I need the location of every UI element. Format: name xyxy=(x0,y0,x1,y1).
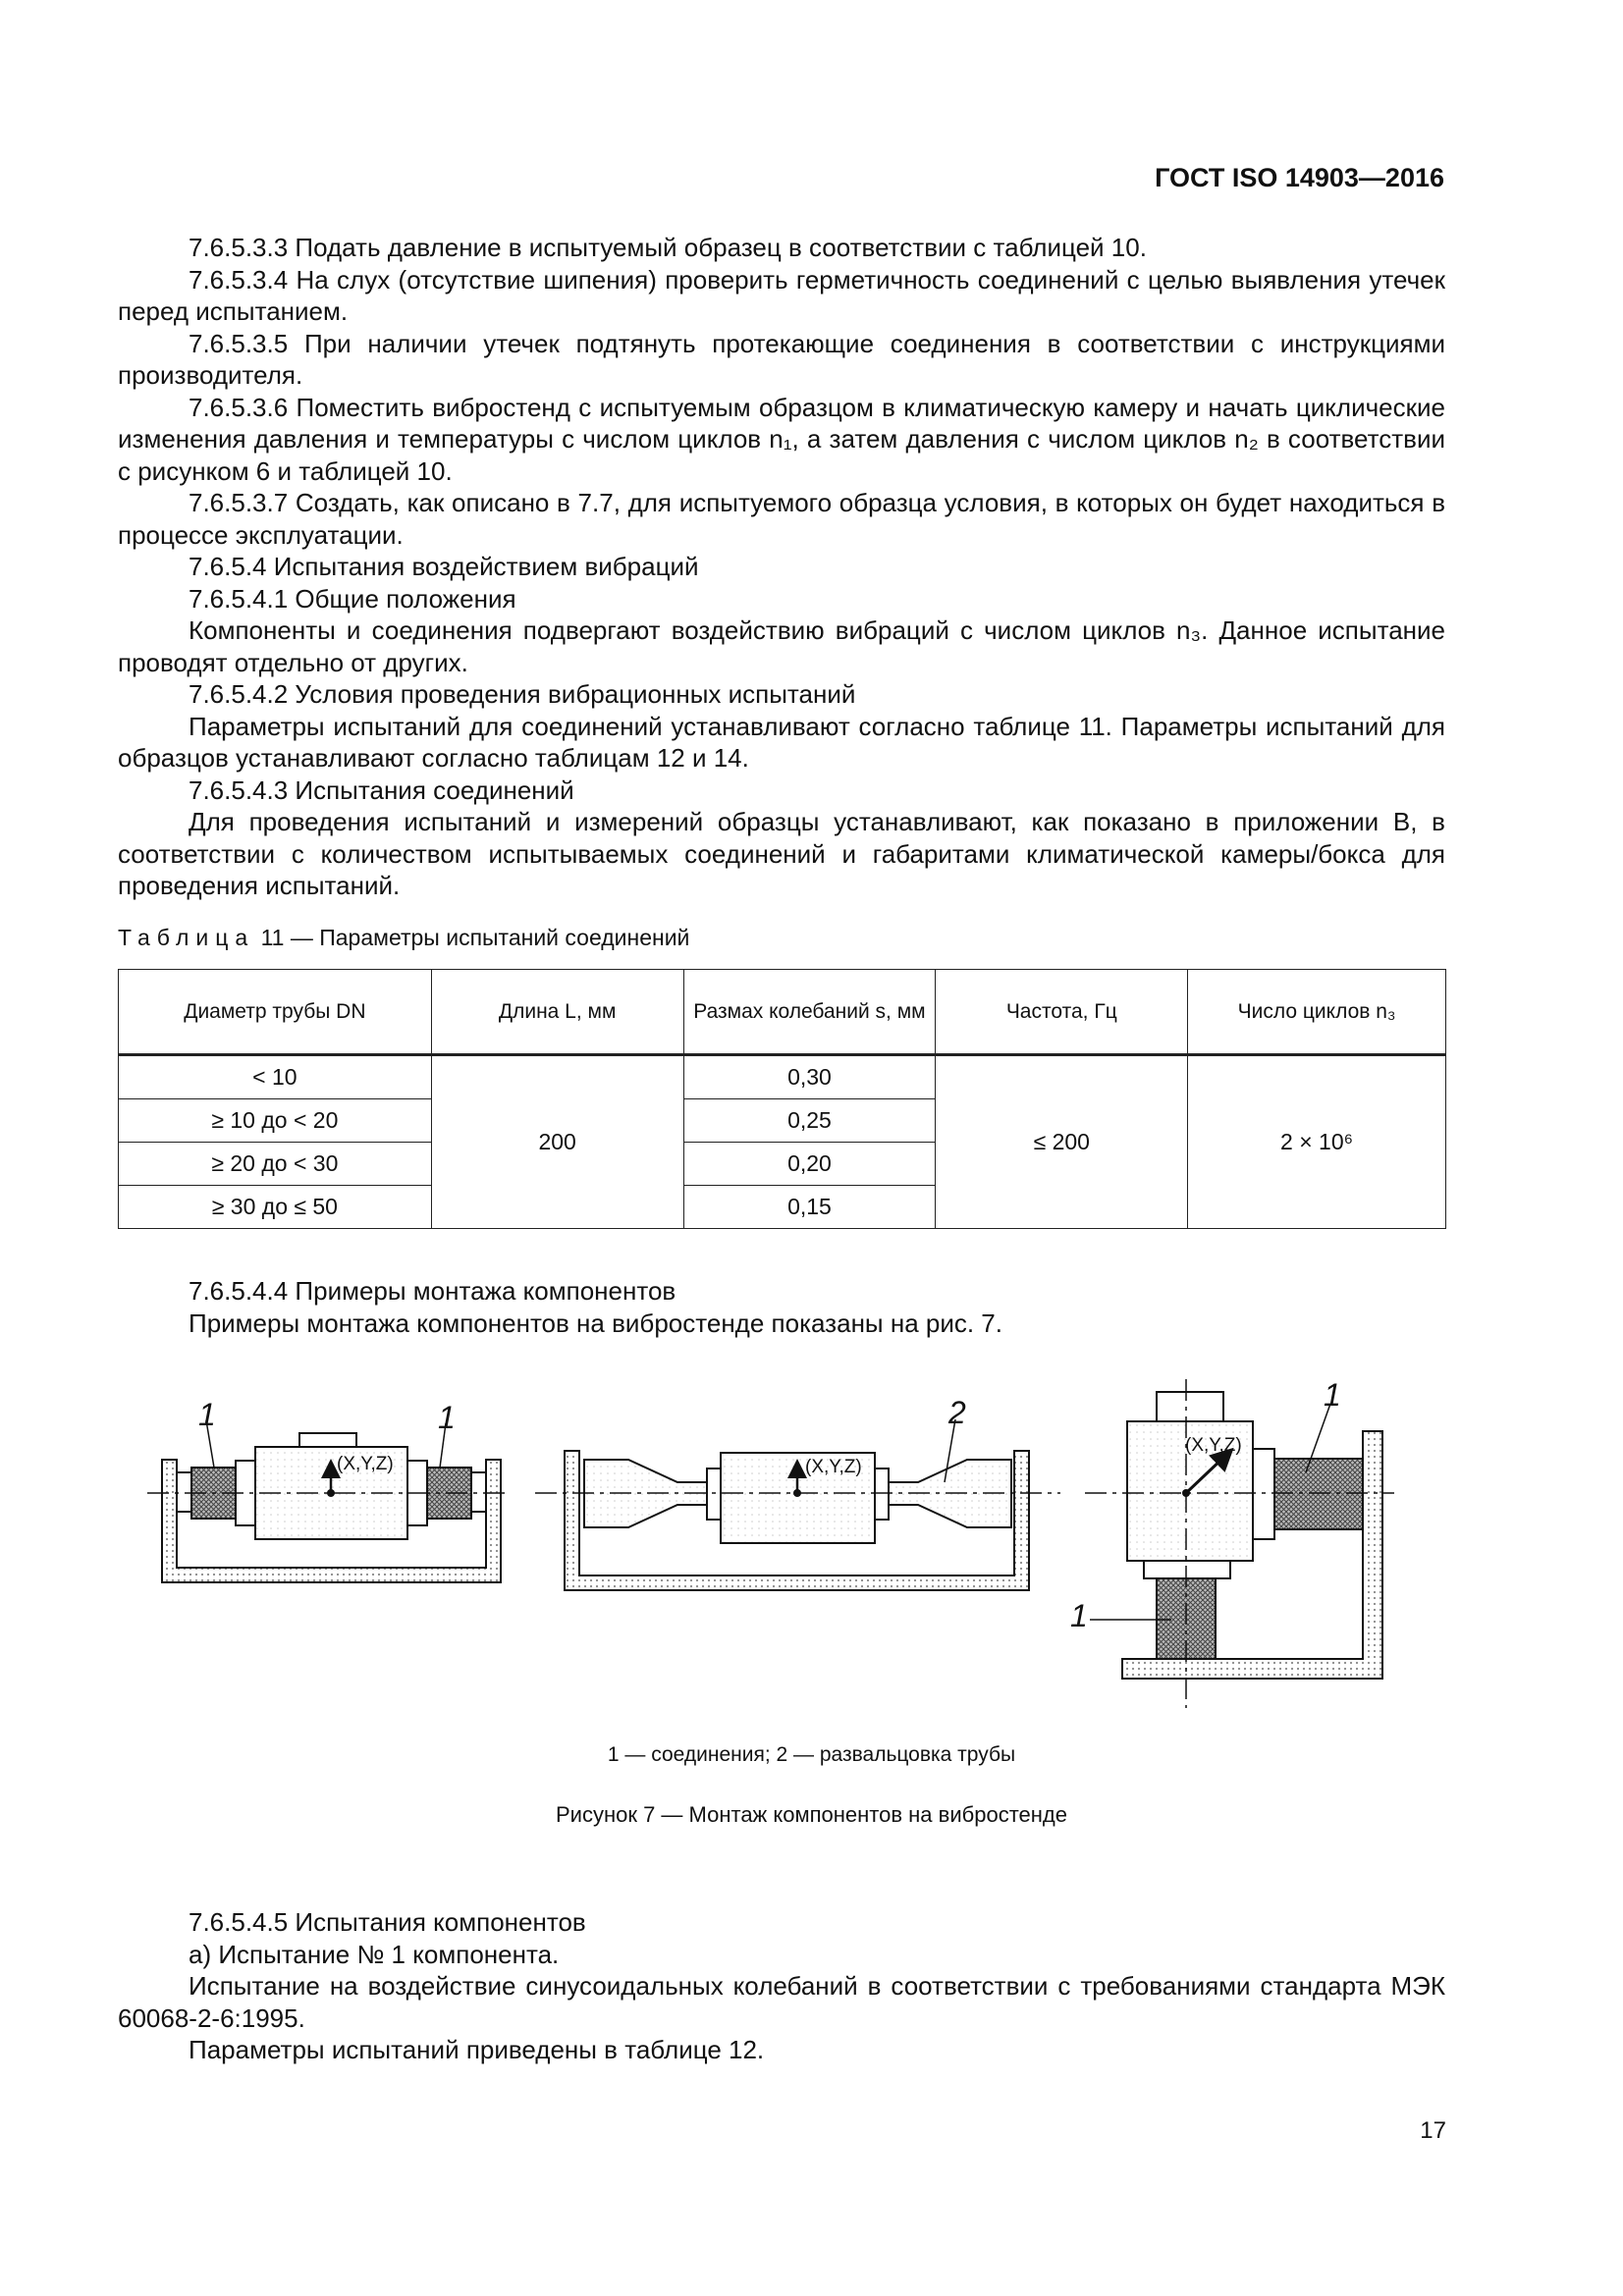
amplitude-cell: 0,15 xyxy=(683,1186,936,1229)
paragraph: Для проведения испытаний и измерений образцы устанавливают, как показано в приложении В, в соответствии с количеством испытываемых соединений и габаритами климатической камеры/бокса для проведения испытаний. xyxy=(118,807,1445,900)
paragraph: Параметры испытаний для соединений устанавливают согласно таблице 11. Параметры испытаний для образцов устанавливают согласно таблицам 12 и 14. xyxy=(118,711,1445,773)
amplitude-cell: 0,30 xyxy=(683,1055,936,1099)
column-header: Диаметр трубы DN xyxy=(119,970,432,1055)
cycles-cell: 2 × 10⁶ xyxy=(1188,1055,1446,1229)
paragraph: 7.6.5.3.3 Подать давление в испытуемый образец в соответствии с таблицей 10. xyxy=(189,233,1147,262)
test-parameters-table xyxy=(118,969,1446,1229)
table-caption-word: Таблица xyxy=(118,925,255,950)
axes-label: (X,Y,Z) xyxy=(805,1457,862,1477)
figure-7-mounting-diagram xyxy=(0,1364,1623,1737)
body-text-top xyxy=(118,232,1445,902)
paragraph: 7.6.5.3.4 На слух (отсутствие шипения) проверить герметичность соединений с целью выявления утечек перед испытанием. xyxy=(118,264,1445,326)
table-caption xyxy=(118,925,689,951)
section-heading: 7.6.5.4.3 Испытания соединений xyxy=(189,774,574,805)
section-heading: 7.6.5.4.4 Примеры монтажа компонентов xyxy=(189,1276,676,1306)
paragraph: Примеры монтажа компонентов на вибростенде показаны на рис. 7. xyxy=(189,1308,1002,1338)
figure-label-2: 2 xyxy=(948,1395,966,1430)
figure-label-1: 1 xyxy=(438,1400,456,1435)
figure-label-1: 1 xyxy=(1070,1598,1088,1633)
mount-example-angle xyxy=(1085,1379,1394,1708)
axes-label: (X,Y,Z) xyxy=(1185,1435,1242,1456)
section-heading: 7.6.5.4.5 Испытания компонентов xyxy=(189,1907,586,1937)
paragraph: 7.6.5.3.7 Создать, как описано в 7.7, для испытуемого образца условия, в которых он будет находиться в процессе эксплуатации. xyxy=(118,488,1445,550)
column-header: Частота, Гц xyxy=(936,970,1188,1055)
table-row xyxy=(119,1055,1446,1099)
document-header: ГОСТ ISO 14903—2016 xyxy=(1155,163,1444,192)
page-number: 17 xyxy=(1420,2117,1446,2144)
paragraph: Компоненты и соединения подвергают воздействию вибраций с числом циклов n₃. Данное испытание проводят отдельно от других. xyxy=(118,615,1445,677)
frequency-cell: ≤ 200 xyxy=(936,1055,1188,1229)
column-header: Размах колебаний s, мм xyxy=(683,970,936,1055)
paragraph: 7.6.5.3.6 Поместить вибростенд с испытуемым образцом в климатическую камеру и начать циклические изменения давления и температуры с числом циклов n₁, а затем давления с числом циклов n₂ в соответствии с рисунком 6 и таблицей 10. xyxy=(118,392,1445,486)
list-item: а) Испытание № 1 компонента. xyxy=(189,1939,560,1969)
table-caption-title: 11 — Параметры испытаний соединений xyxy=(260,925,690,950)
section-heading: 7.6.5.4.1 Общие положения xyxy=(189,583,516,614)
mount-example-joints xyxy=(147,1420,511,1582)
figure-label-1: 1 xyxy=(198,1397,216,1432)
mount-example-flared-pipe xyxy=(535,1419,1060,1590)
dn-cell: ≥ 10 до < 20 xyxy=(119,1099,432,1143)
column-header: Длина L, мм xyxy=(431,970,683,1055)
paragraph: Испытание на воздействие синусоидальных колебаний в соответствии с требованиями стандарта МЭК 60068-2-6:1995. xyxy=(118,1971,1445,2033)
dn-cell: < 10 xyxy=(119,1055,432,1099)
amplitude-cell: 0,20 xyxy=(683,1143,936,1186)
dn-cell: ≥ 30 до ≤ 50 xyxy=(119,1186,432,1229)
figure-caption: Рисунок 7 — Монтаж компонентов на вибростенде xyxy=(555,1802,1067,1827)
axes-label: (X,Y,Z) xyxy=(337,1454,394,1474)
length-cell: 200 xyxy=(431,1055,683,1229)
section-heading: 7.6.5.4 Испытания воздействием вибраций xyxy=(189,552,699,581)
dn-cell: ≥ 20 до < 30 xyxy=(119,1143,432,1186)
figure-legend: 1 — соединения; 2 — развальцовка трубы xyxy=(607,1743,1016,1766)
amplitude-cell: 0,25 xyxy=(683,1099,936,1143)
body-text-bottom xyxy=(118,1906,1445,2066)
section-heading: 7.6.5.4.2 Условия проведения вибрационных испытаний xyxy=(189,679,856,709)
figure-label-1: 1 xyxy=(1324,1377,1341,1413)
paragraph: 7.6.5.3.5 При наличии утечек подтянуть протекающие соединения в соответствии с инструкциями производителя. xyxy=(118,328,1445,390)
column-header: Число циклов n₃ xyxy=(1188,970,1446,1055)
paragraph: Параметры испытаний приведены в таблице 12. xyxy=(189,2035,765,2064)
